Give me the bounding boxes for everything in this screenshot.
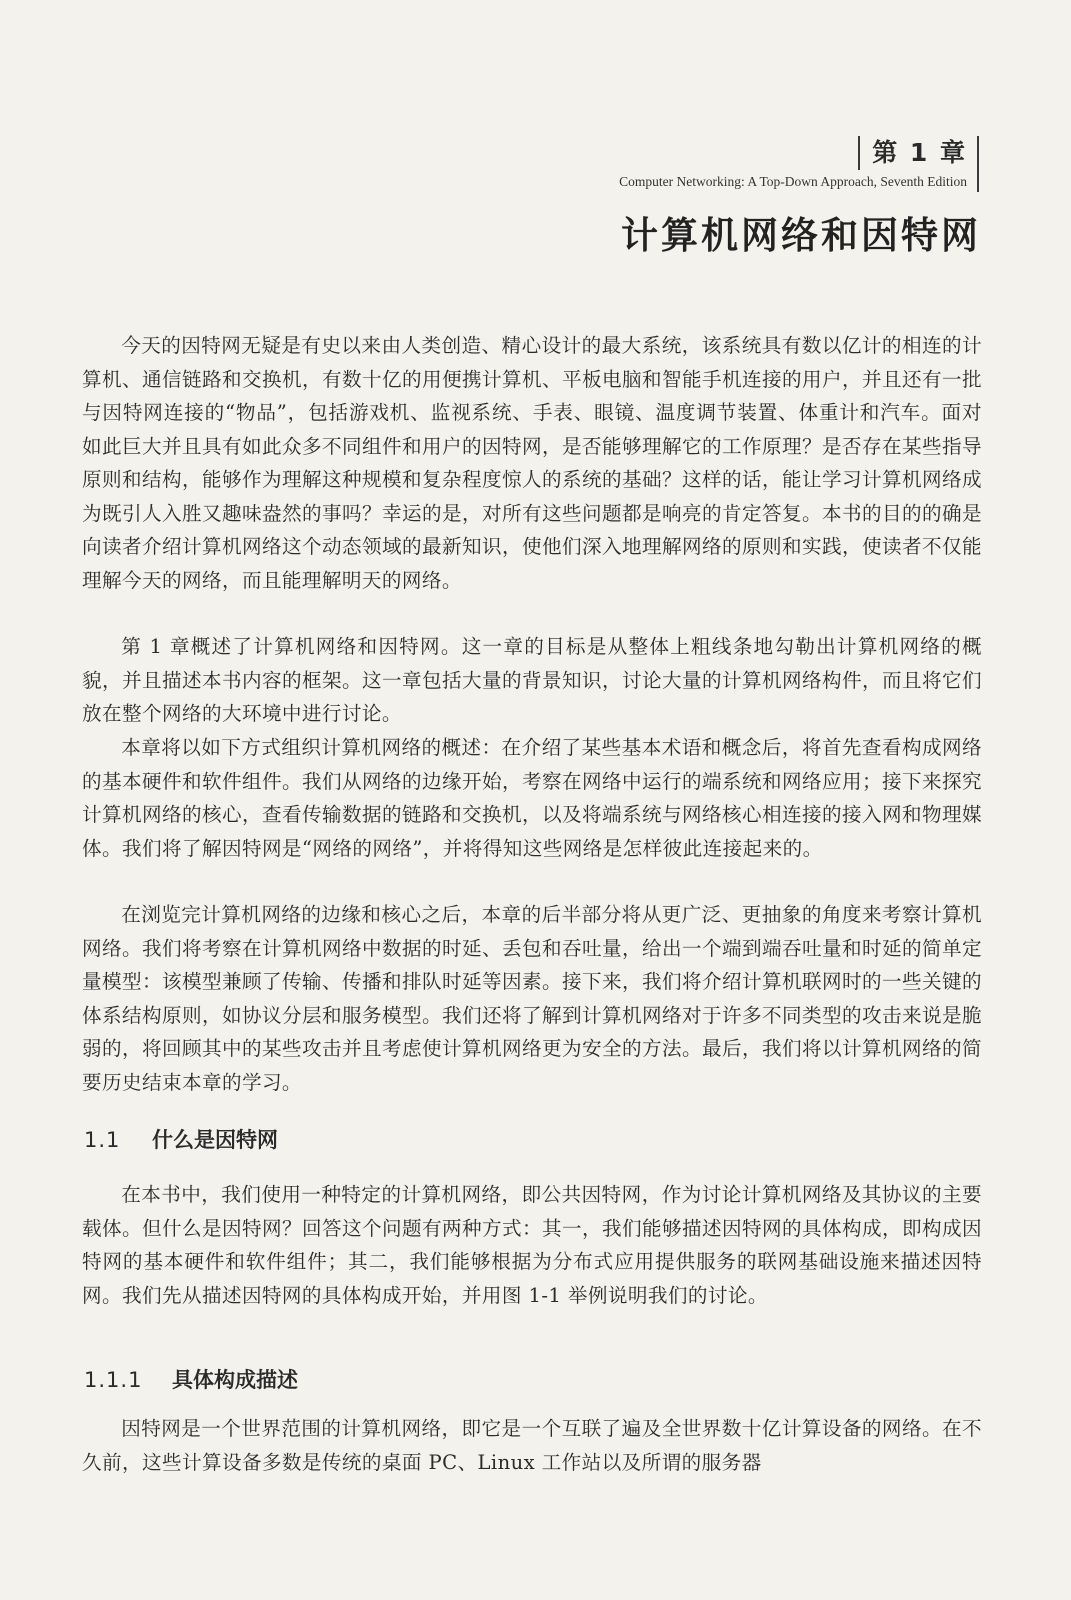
intro-paragraph-1: 今天的因特网无疑是有史以来由人类创造、精心设计的最大系统，该系统具有数以亿计的相连的计算机、通信链路和交换机，有数十亿的用便携计算机、平板电脑和智能手机连接的用户，并且还有一批与因特网连接的“物品”，包括游戏机、监视系统、手表、眼镜、温度调节装置、体重计和汽车。面对如此巨大并且具有如此众多不同组件和用户的因特网，是否能够理解它的工作原理？是否存在某些指导原则和结构，能够作为理解这种规模和复杂程度惊人的系统的基础？这样的话，能让学习计算机网络成为既引人入胜又趣味盎然的事吗？幸运的是，对所有这些问题都是响亮的肯定答复。本书的目的的确是向读者介绍计算机网络这个动态领域的最新知识，使他们深入地理解网络的原则和实践，使读者不仅能理解今天的网络，而且能理解明天的网络。 [82,334,982,592]
chapter-title: 计算机网络和因特网 [621,214,981,257]
chapter-label: 第 1 章 [858,136,967,170]
chapter-header [619,136,979,192]
section-number: 1.1 [84,1128,121,1152]
section-1-1-1-paragraph: 因特网是一个世界范围的计算机网络，即它是一个互联了遍及全世界数十亿计算设备的网络。在不久前，这些计算设备多数是传统的桌面 PC、Linux 工作站以及所谓的服务器 [82,1417,982,1474]
section-title: 什么是因特网 [152,1128,278,1152]
section-heading-1-1 [84,1124,278,1154]
subsection-number: 1.1.1 [84,1368,143,1392]
intro-paragraph-3: 本章将以如下方式组织计算机网络的概述：在介绍了某些基本术语和概念后，将首先查看构成网络的基本硬件和软件组件。我们从网络的边缘开始，考察在网络中运行的端系统和网络应用；接下来探究计算机网络的核心，查看传输数据的链路和交换机，以及将端系统与网络核心相连接的接入网和物理媒体。我们将了解因特网是“网络的网络”，并将得知这些网络是怎样彼此连接起来的。 [82,736,982,860]
book-subtitle: Computer Networking: A Top-Down Approach, Seventh Edition [619,174,967,189]
intro-paragraph-4: 在浏览完计算机网络的边缘和核心之后，本章的后半部分将从更广泛、更抽象的角度来考察计算机网络。我们将考察在计算机网络中数据的时延、丢包和吞吐量，给出一个端到端吞吐量和时延的简单定量模型：该模型兼顾了传输、传播和排队时延等因素。接下来，我们将介绍计算机联网时的一些关键的体系结构原则，如协议分层和服务模型。我们还将了解到计算机网络对于许多不同类型的攻击来说是脆弱的，将回顾其中的某些攻击并且考虑使计算机网络更为安全的方法。最后，我们将以计算机网络的简要历史结束本章的学习。 [82,903,982,1094]
subsection-title: 具体构成描述 [172,1368,298,1392]
intro-paragraph-2: 第 1 章概述了计算机网络和因特网。这一章的目标是从整体上粗线条地勾勒出计算机网络的概貌，并且描述本书内容的框架。这一章包括大量的背景知识，讨论大量的计算机网络构件，而且将它们放在整个网络的大环境中进行讨论。 [82,635,982,725]
section-heading-1-1-1 [84,1364,298,1394]
section-1-1-paragraph: 在本书中，我们使用一种特定的计算机网络，即公共因特网，作为讨论计算机网络及其协议的主要载体。但什么是因特网？回答这个问题有两种方式：其一，我们能够描述因特网的具体构成，即构成因特网的基本硬件和软件组件；其二，我们能够根据为分布式应用提供服务的联网基础设施来描述因特网。我们先从描述因特网的具体构成开始，并用图 1-1 举例说明我们的讨论。 [82,1183,982,1307]
